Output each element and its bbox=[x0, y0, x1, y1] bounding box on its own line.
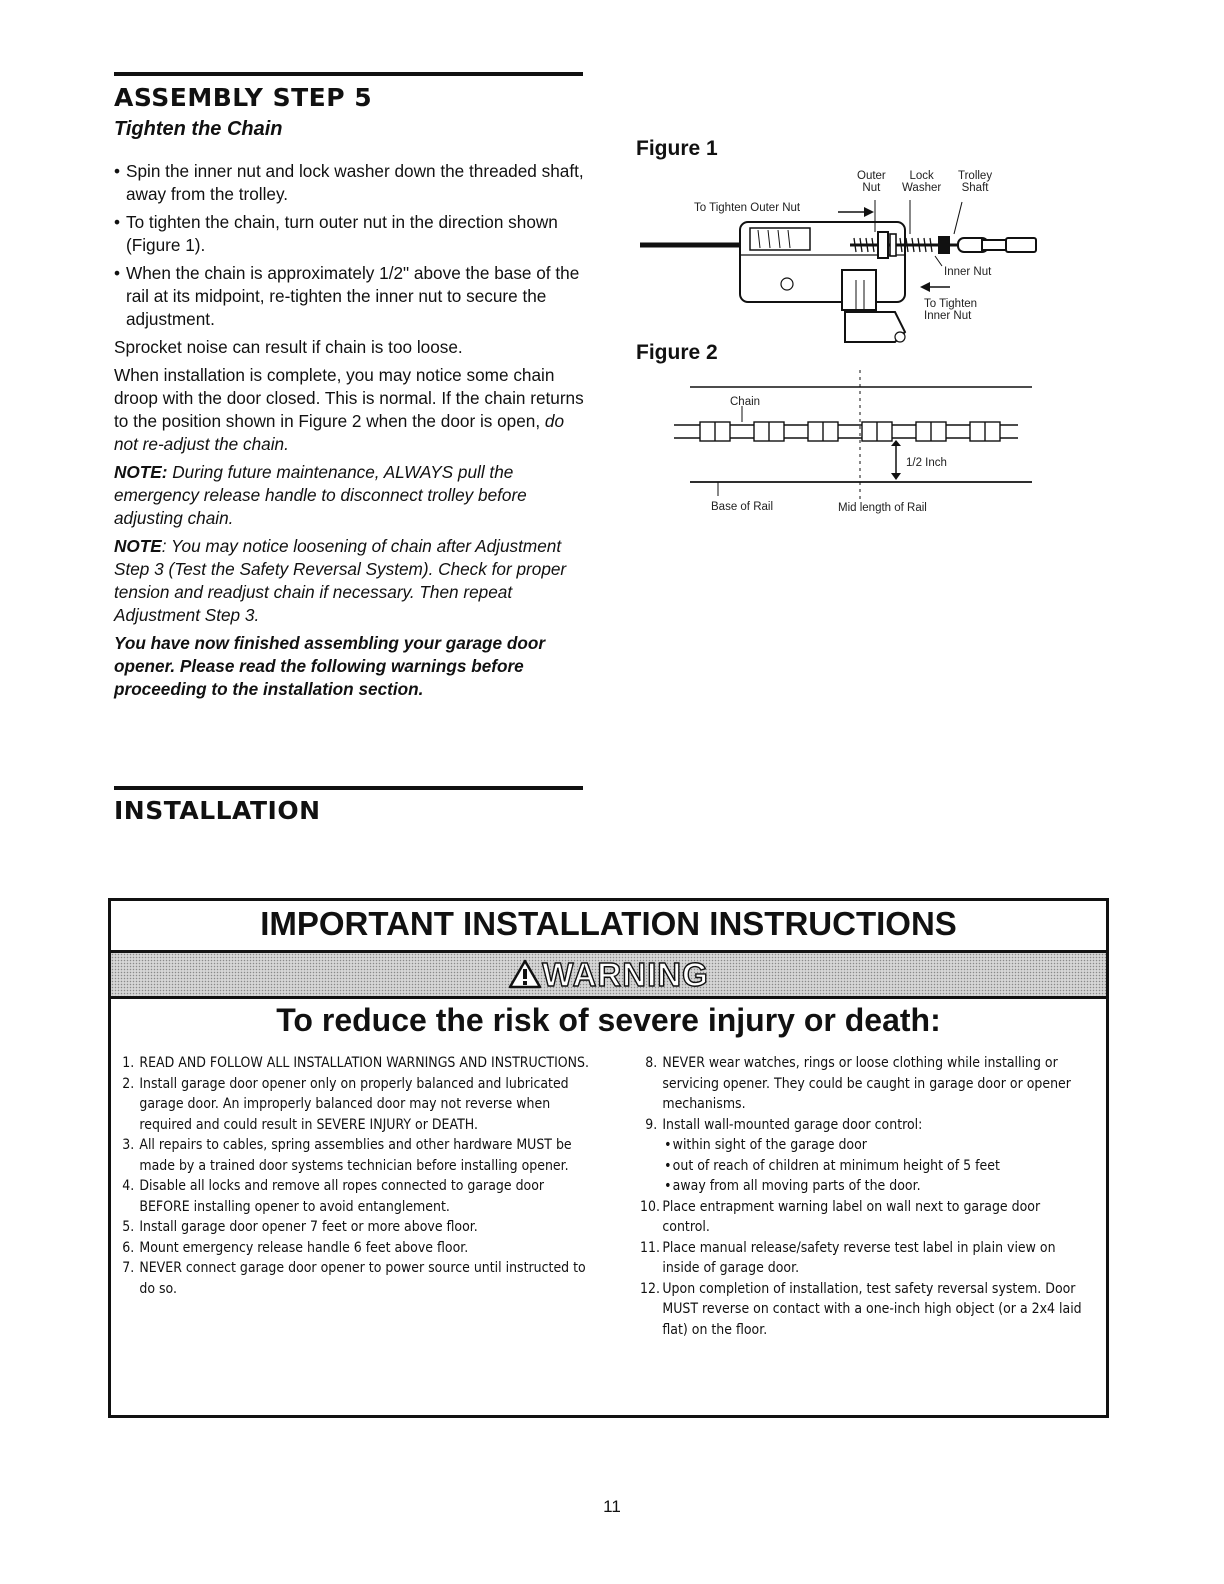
list-item: 10. Place entrapment warning label on wall next to garage door control. bbox=[640, 1197, 1041, 1235]
notes bbox=[114, 461, 584, 627]
list-item: 4. Disable all locks and remove all ropes connected to garage door BEFORE installing opener to avoid entanglement. bbox=[122, 1177, 545, 1215]
list-item: 3. All repairs to cables, spring assemblies and other hardware MUST be made by a trained door systems technician before installing opener. bbox=[122, 1136, 572, 1174]
figure1-trolley-shaft-label: Trolley Shaft bbox=[958, 170, 993, 194]
figure2-half-inch-label: 1/2 Inch bbox=[906, 457, 947, 469]
warning-label: WARNING bbox=[111, 956, 1106, 994]
assembly-heading: ASSEMBLY STEP 5 bbox=[114, 83, 373, 112]
figure2-label: Figure 2 bbox=[636, 341, 718, 364]
figure1-inner-nut-label: Inner Nut bbox=[944, 266, 992, 278]
figure1-trolley-diagram bbox=[620, 160, 1040, 360]
figure1-lock-washer-label: Lock Washer bbox=[902, 170, 942, 194]
warning-band bbox=[111, 953, 1106, 999]
figure1-outer-nut-label: Outer Nut bbox=[857, 170, 886, 194]
risk-heading: To reduce the risk of severe injury or death: bbox=[276, 1002, 941, 1038]
list-item: 5. Install garage door opener 7 feet or more above floor. bbox=[122, 1218, 478, 1235]
sub-item: • within sight of the garage door bbox=[640, 1135, 1087, 1156]
list-item: • To tighten the chain, turn outer nut in the direction shown (Figure 1). bbox=[114, 211, 584, 257]
section-rule-installation bbox=[114, 786, 583, 790]
list-item: 2. Install garage door opener only on properly balanced and lubricated garage door. An improperly balanced door may not reverse when required and could result in SEVERE INJURY or DEATH. bbox=[122, 1074, 569, 1133]
figure2-chain-label: Chain bbox=[730, 396, 761, 408]
assembly-body bbox=[114, 160, 584, 706]
list-item: 9. Install wall-mounted garage door control: bbox=[645, 1115, 923, 1133]
list-item: 1. READ AND FOLLOW ALL INSTALLATION WARNINGS AND INSTRUCTIONS. bbox=[122, 1054, 590, 1071]
list-item: • Spin the inner nut and lock washer down the threaded shaft, away from the trolley. bbox=[114, 160, 584, 206]
sprocket-note: Sprocket noise can result if chain is too loose. bbox=[114, 337, 463, 357]
instructions-left bbox=[117, 1053, 594, 1299]
figure2-base-of-rail-label: Base of Rail bbox=[711, 501, 774, 513]
droop-paragraph: When installation is complete, you may notice some chain droop with the door closed. This is normal. If the chain returns to the position shown in Figure 2 when the door is open, do not re-adjust the chain. bbox=[114, 365, 584, 454]
list-item: 6. Mount emergency release handle 6 feet above floor. bbox=[122, 1238, 469, 1256]
figure1-label: Figure 1 bbox=[636, 137, 718, 160]
sub-item: • away from all moving parts of the door. bbox=[640, 1176, 1087, 1197]
list-item: 12. Upon completion of installation, test safety reversal system. Door MUST reverse on contact with a one-inch high object (or a 2x4 laid flat) on the floor. bbox=[640, 1279, 1082, 1338]
page-number: 11 bbox=[603, 1497, 621, 1516]
note-maintenance: NOTE: During future maintenance, ALWAYS pull the emergency release handle to disconnect trolley before adjusting chain. bbox=[114, 462, 527, 528]
figure2-mid-length-label: Mid length of Rail bbox=[838, 502, 927, 514]
figure1-to-tighten-inner-label: To Tighten Inner Nut bbox=[924, 298, 978, 322]
figure2-chain-diagram bbox=[660, 370, 1050, 510]
assembly-subheading: Tighten the Chain bbox=[114, 118, 283, 140]
installation-heading: INSTALLATION bbox=[114, 796, 321, 825]
finish-note: You have now finished assembling your garage door opener. Please read the following warnings before proceeding to the installation section. bbox=[114, 633, 546, 699]
note-loosening: NOTE: You may notice loosening of chain after Adjustment Step 3 (Test the Safety Reversal System). Check for proper tension and readjust chain if necessary. Then repeat Adjustment Step 3. bbox=[114, 536, 567, 625]
figure1-to-tighten-outer-label: To Tighten Outer Nut bbox=[694, 202, 801, 214]
sub-item: • out of reach of children at minimum height of 5 feet bbox=[640, 1156, 1087, 1177]
do-not-readjust: do not re-adjust the chain. bbox=[114, 411, 565, 454]
list-item: 11. Place manual release/safety reverse test label in plain view on inside of garage door. bbox=[640, 1238, 1056, 1276]
warning-box-title: IMPORTANT INSTALLATION INSTRUCTIONS bbox=[111, 901, 1106, 953]
list-item: 8. NEVER wear watches, rings or loose clothing while installing or servicing opener. They could be caught in garage door or opener mechanisms. bbox=[645, 1054, 1071, 1112]
warning-triangle-icon bbox=[508, 959, 542, 989]
list-item: 7. NEVER connect garage door opener to power source until instructed to do so. bbox=[122, 1259, 586, 1297]
warning-box bbox=[108, 898, 1109, 1418]
list-item: • When the chain is approximately 1/2" above the base of the rail at its midpoint, re-tighten the inner nut to secure the adjustment. bbox=[114, 262, 584, 331]
instructions-right bbox=[640, 1053, 1087, 1340]
section-rule-assembly bbox=[114, 72, 583, 76]
